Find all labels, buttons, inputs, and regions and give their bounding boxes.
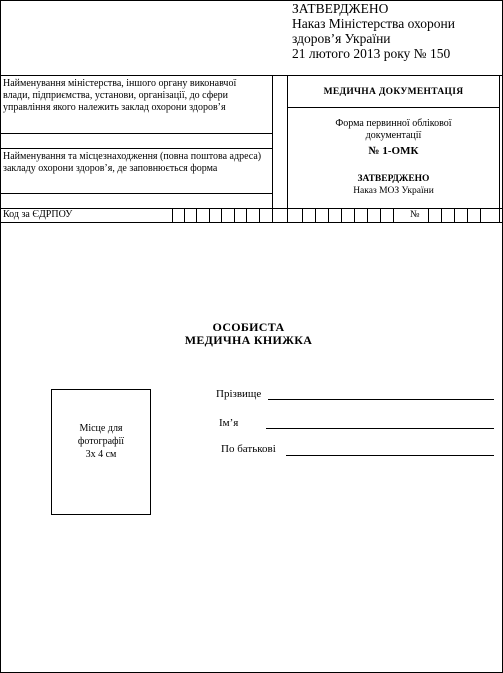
approval-order-line1: Наказ Міністерства охорони (292, 16, 455, 31)
code-cell (393, 208, 394, 222)
approval-stamp (292, 1, 500, 61)
right-block-divider (287, 107, 500, 108)
number-cell (441, 208, 442, 222)
number-cell (467, 208, 468, 222)
number-cell (480, 208, 481, 222)
surname-label: Прізвище (216, 388, 262, 400)
patronymic-field[interactable] (286, 455, 494, 456)
codes-row-bottom (0, 222, 503, 223)
approval-date: 21 лютого 2013 року № 150 (292, 46, 451, 61)
code-cell (380, 208, 381, 222)
code-cell (328, 208, 329, 222)
photo-label-line1: Місце для (79, 423, 123, 434)
photo-label-line3: 3х 4 см (85, 449, 117, 460)
name-label: Ім’я (219, 417, 239, 429)
institution-label: Найменування та місцезнаходження (повна поштова адреса) закладу охорони здоров’я, де заповнюється форма (3, 151, 262, 174)
code-cell (302, 208, 303, 222)
ministry-label: Найменування міністерства, іншого органу виконавчої влади, підприємства, установи, організації, до сфери управління якого належить заклад охорони здоров’я (3, 78, 237, 113)
code-cell (341, 208, 342, 222)
edrpou-cell (221, 208, 222, 222)
patronymic-label: По батькові (221, 443, 276, 455)
name-field[interactable] (266, 428, 494, 429)
edrpou-cell (246, 208, 247, 222)
header-divider (0, 75, 503, 76)
form-approved: ЗАТВЕРДЖЕНО (357, 174, 430, 184)
form-number: № 1-ОМК (368, 145, 419, 157)
number-cell (454, 208, 455, 222)
ministry-line-1 (0, 133, 272, 134)
edrpou-cells (172, 208, 272, 222)
edrpou-label: Код за ЄДРПОУ (3, 209, 73, 220)
form-order: Наказ МОЗ України (353, 186, 434, 196)
form-type-line1: Форма первинної облікової (335, 118, 452, 129)
approval-order-line2: здоров’я України (292, 31, 391, 46)
edrpou-cell (209, 208, 210, 222)
institution-line-1 (0, 193, 272, 194)
document-title-line2: МЕДИЧНА КНИЖКА (184, 333, 313, 347)
code-cell (367, 208, 368, 222)
code-cell (315, 208, 316, 222)
approval-title: ЗАТВЕРДЖЕНО (292, 1, 389, 16)
number-cells (428, 208, 488, 222)
medical-documentation-label: МЕДИЧНА ДОКУМЕНТАЦІЯ (323, 87, 464, 97)
left-block-right-border (272, 75, 273, 222)
right-block-right-border (499, 75, 500, 222)
form-type-line2: документації (365, 130, 422, 141)
edrpou-cell (184, 208, 185, 222)
code-cell (354, 208, 355, 222)
ministry-line-2 (0, 148, 272, 149)
number-cell (428, 208, 429, 222)
code-cells-right (302, 208, 402, 222)
photo-label-line2: фотографії (77, 436, 125, 447)
edrpou-cell (196, 208, 197, 222)
edrpou-cell (172, 208, 173, 222)
document-title-line1: ОСОБИСТА (212, 320, 285, 334)
number-sign: № (410, 209, 420, 220)
edrpou-cell (259, 208, 260, 222)
surname-field[interactable] (268, 399, 494, 400)
edrpou-cell (234, 208, 235, 222)
